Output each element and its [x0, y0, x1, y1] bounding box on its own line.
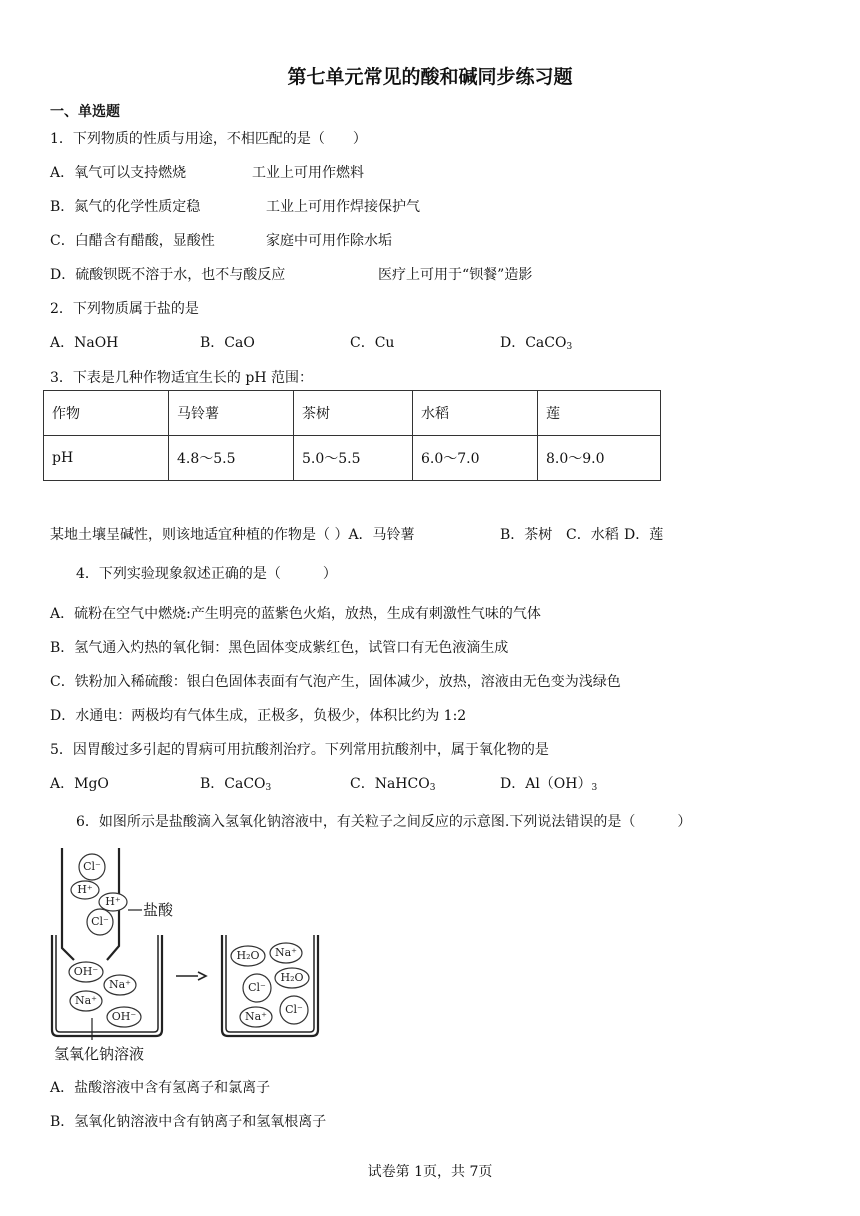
q4-option-a[interactable]: A．硫粉在空气中燃烧:产生明亮的蓝紫色火焰，放热，生成有刺激性气味的气体: [50, 606, 541, 622]
ion-label: Cl⁻: [83, 860, 101, 873]
table-cell: 4.8～5.5: [169, 436, 294, 481]
table-row: [44, 391, 661, 436]
table-cell: 5.0～5.5: [294, 436, 413, 481]
table-cell: 茶树: [294, 391, 413, 436]
q1-option-c[interactable]: C．白醋含有醋酸，显酸性: [50, 233, 215, 249]
q5-option-b[interactable]: [200, 773, 271, 793]
q4-option-c[interactable]: C．铁粉加入稀硫酸：银白色固体表面有气泡产生，固体减少，放热，溶液由无色变为浅绿色: [50, 674, 621, 690]
q6-stem: 6．如图所示是盐酸滴入氢氧化钠溶液中，有关粒子之间反应的示意图.下列说法错误的是（ ）: [76, 814, 692, 830]
q1-option-d-use: 医疗上可用于“钡餐”造影: [378, 267, 533, 283]
q5-stem: 5．因胃酸过多引起的胃病可用抗酸剂治疗。下列常用抗酸剂中，属于氧化物的是: [50, 742, 549, 758]
q4-stem: 4．下列实验现象叙述正确的是（ ）: [76, 566, 337, 582]
page-title: 第七单元常见的酸和碱同步练习题: [287, 66, 573, 88]
ion-label: Na⁺: [75, 994, 97, 1007]
reaction-diagram: [40, 840, 340, 1070]
q3-stem: 3．下表是几种作物适宜生长的 pH 范围：: [50, 370, 313, 386]
q1-option-a-use: 工业上可用作燃料: [252, 165, 364, 181]
ion-label: Cl⁻: [91, 915, 109, 928]
table-cell: 水稻: [413, 391, 538, 436]
ion-label: Cl⁻: [285, 1003, 303, 1016]
q3-option-c[interactable]: C．水稻: [566, 527, 619, 543]
ion-label: Na⁺: [275, 946, 297, 959]
q1-stem: 1．下列物质的性质与用途，不相匹配的是（ ）: [50, 131, 367, 147]
q2-option-a[interactable]: A．NaOH: [50, 335, 119, 351]
q5-option-c-sub: 3: [429, 783, 436, 793]
q3-option-d[interactable]: D．莲: [624, 527, 664, 543]
q2-option-c[interactable]: C．Cu: [350, 335, 395, 351]
q2-stem: 2．下列物质属于盐的是: [50, 301, 199, 317]
section-heading: 一、单选题: [50, 104, 120, 120]
table-row: [44, 436, 661, 481]
table-cell: 6.0～7.0: [413, 436, 538, 481]
q5-option-c[interactable]: [350, 773, 435, 793]
q5-option-b-text: B．CaCO: [200, 776, 266, 792]
q2-option-b[interactable]: B．CaO: [200, 335, 255, 351]
ion-label: OH⁻: [111, 1010, 137, 1023]
q6-option-b[interactable]: B．氢氧化钠溶液中含有钠离子和氢氧根离子: [50, 1114, 327, 1130]
naoh-label: 氢氧化钠溶液: [54, 1045, 145, 1063]
ion-label: Na⁺: [245, 1010, 267, 1023]
ph-table: [43, 390, 661, 481]
q2-option-d-text: D．CaCO: [500, 335, 567, 351]
ion-label: Na⁺: [109, 978, 131, 991]
q6-option-a[interactable]: A．盐酸溶液中含有氢离子和氯离子: [50, 1080, 271, 1096]
q4-option-d[interactable]: D．水通电：两极均有气体生成，正极多，负极少，体积比约为 1:2: [50, 708, 467, 724]
arrow-head: [198, 972, 206, 980]
hcl-label: 盐酸: [143, 901, 174, 919]
table-cell: 8.0～9.0: [538, 436, 661, 481]
table-cell: 作物: [44, 391, 169, 436]
q1-option-a[interactable]: A．氧气可以支持燃烧: [50, 165, 187, 181]
page-footer: 试卷第 1页，共 7页: [367, 1164, 493, 1180]
q1-option-b[interactable]: B．氮气的化学性质定稳: [50, 199, 201, 215]
ion-label: H₂O: [280, 971, 304, 984]
q5-option-d[interactable]: [500, 773, 597, 793]
q5-option-d-text: D．Al（OH）: [500, 776, 592, 792]
q3-question: 某地土壤呈碱性，则该地适宜种植的作物是（ ）A．马铃薯: [50, 527, 415, 543]
q5-option-a[interactable]: A．MgO: [50, 776, 109, 792]
q2-option-d[interactable]: [500, 332, 572, 352]
table-cell: 莲: [538, 391, 661, 436]
q5-option-c-text: C．NaHCO: [350, 776, 430, 792]
table-cell: pH: [44, 436, 169, 481]
q5-option-d-sub: 3: [591, 783, 598, 793]
table-cell: 马铃薯: [169, 391, 294, 436]
ion-label: OH⁻: [73, 965, 99, 978]
ion-label: H₂O: [236, 949, 260, 962]
q4-option-b[interactable]: B．氢气通入灼热的氧化铜：黑色固体变成紫红色，试管口有无色液滴生成: [50, 640, 509, 656]
ion-label: H⁺: [77, 883, 93, 896]
q5-option-b-sub: 3: [265, 783, 272, 793]
q1-option-c-use: 家庭中可用作除水垢: [266, 233, 392, 249]
q2-option-d-sub: 3: [566, 342, 573, 352]
q3-option-b[interactable]: B．茶树: [500, 527, 553, 543]
q1-option-b-use: 工业上可用作焊接保护气: [266, 199, 420, 215]
ion-label: H⁺: [105, 895, 121, 908]
q1-option-d[interactable]: D．硫酸钡既不溶于水，也不与酸反应: [50, 267, 286, 283]
ion-label: Cl⁻: [248, 981, 266, 994]
